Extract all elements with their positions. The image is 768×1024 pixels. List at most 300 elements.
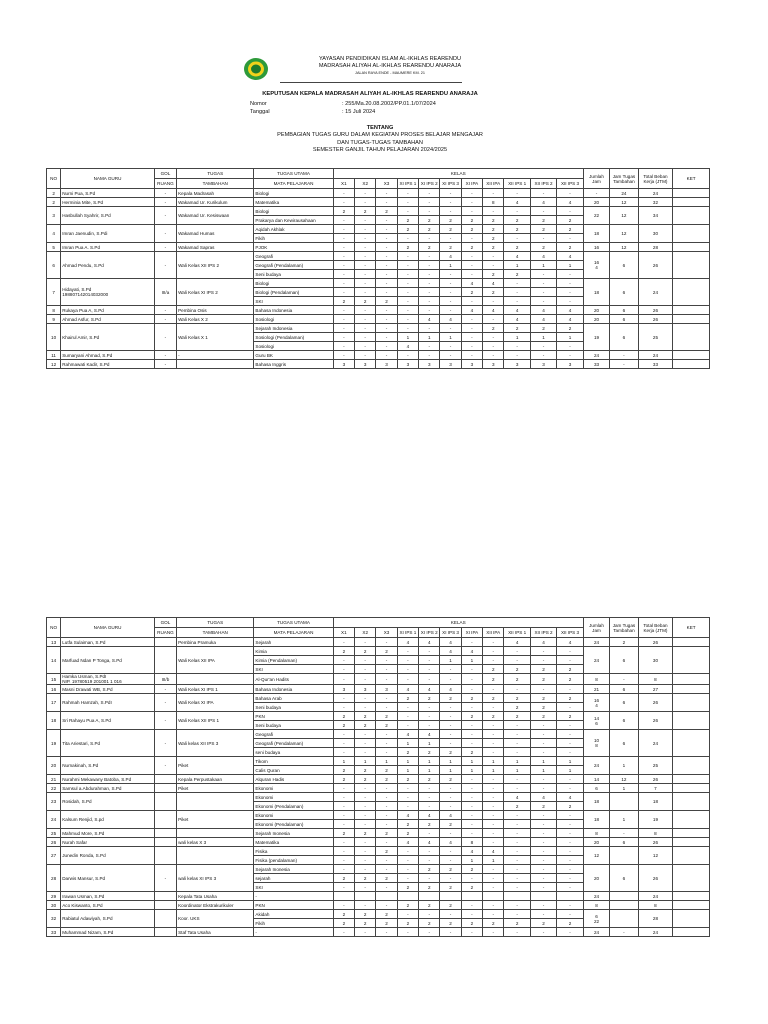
ket-cell [673,351,710,360]
total-hours-value: 18 [593,799,600,804]
table-row [47,324,710,333]
total-hours-value: 24 [593,763,600,768]
total-hours [583,685,609,694]
class-hours: - [530,910,556,919]
class-hours: - [461,674,482,685]
teacher-name-line: Nurah Safar [62,839,87,845]
teacher-gol [154,811,176,829]
class-hours: 1 [557,757,584,766]
class-hours: - [504,351,530,360]
class-hours: 2 [376,847,397,856]
class-hours: - [483,342,504,351]
ket-cell [673,279,710,306]
teacher-name [61,775,155,784]
class-hours: - [419,928,440,937]
teacher-no: 2 [47,189,61,198]
total-workload: 26 [638,306,673,315]
class-hours: 2 [355,919,376,928]
class-hours: 2 [419,748,440,757]
col-class: XII IPS 1 [504,628,530,638]
total-workload: 24 [638,892,673,901]
class-hours: - [530,739,556,748]
teacher-name-line: Nurahmi Mekawany Batoba, S.Pd [62,776,132,782]
teacher-name-line: Irawan Usman, S.Pd [62,893,105,899]
total-workload: 8 [638,901,673,910]
extra-task-hours: 12 [610,198,638,207]
teacher-name-line: Rahmawati Kadir, S.Pd [62,361,110,367]
class-hours: - [376,333,397,342]
subject-name: - [254,928,333,937]
class-hours: - [355,225,376,234]
class-hours: 2 [419,243,440,252]
teacher-name [61,793,155,811]
letterhead-divider [280,82,462,83]
class-hours: - [355,234,376,243]
class-hours: 1 [530,766,556,775]
class-hours: 2 [440,865,461,874]
decision-meta [250,101,436,116]
total-workload: 26 [638,865,673,892]
class-hours [440,892,461,901]
class-hours: - [440,847,461,856]
class-hours: 2 [333,207,354,216]
total-hours [583,189,609,198]
class-hours: - [355,730,376,739]
total-workload: 19 [638,811,673,829]
teacher-name [61,865,155,892]
class-hours: - [504,207,530,216]
class-hours: - [557,721,584,730]
class-hours: - [483,315,504,324]
teacher-assignment-table-1 [46,168,710,369]
total-hours [583,207,609,225]
class-hours: 1 [461,856,482,865]
teacher-tugas-tambahan [177,360,254,369]
total-hours [583,793,609,811]
class-hours: - [530,811,556,820]
table-row [47,189,710,198]
class-hours: - [355,333,376,342]
total-workload: 8 [638,829,673,838]
class-hours: - [397,189,418,198]
col-gol: GOL [154,169,176,179]
class-hours: 2 [557,243,584,252]
class-hours: - [376,820,397,829]
teacher-no: 22 [47,784,61,793]
total-workload: 25 [638,757,673,775]
class-hours: - [461,270,482,279]
ket-cell [673,838,710,847]
col-jumlah-line: Jumlah [589,173,604,179]
class-hours: - [557,234,584,243]
class-hours: - [461,351,482,360]
total-hours-value: 16 [593,244,600,250]
class-hours: 2 [461,225,482,234]
total-hours-value: 6 [595,913,598,919]
class-hours: 2 [557,694,584,703]
extra-task-hours: 12 [610,243,638,252]
class-hours: - [440,674,461,685]
class-hours: - [504,865,530,874]
class-hours: 4 [397,638,418,647]
nomor-label: Nomor [250,101,267,107]
teacher-name [61,712,155,730]
teacher-name-line: Khairul Amir, S.Pd [62,334,100,340]
total-hours-value: 8 [595,676,598,682]
teacher-no: 2 [47,198,61,207]
class-hours: - [483,901,504,910]
teacher-no: 24 [47,811,61,829]
class-hours: 2 [557,674,584,685]
total-hours-value: 8 [595,902,598,908]
extra-task-hours: 6 [610,647,638,674]
ket-cell [673,360,710,369]
class-hours: - [355,198,376,207]
teacher-name-line: Kalsum Renjid, S.pd [62,817,104,822]
teacher-gol [154,784,176,793]
subject-name: Prakarya dan Kewirausahaan [254,216,333,225]
class-hours: - [397,288,418,297]
teacher-gol: - [154,757,176,775]
table-row [47,712,710,721]
teacher-no: 26 [47,838,61,847]
teacher-name-line: Sri Rahayu Pua A, S.Pd [62,718,111,723]
class-hours: - [419,261,440,270]
teacher-name [61,647,155,674]
col-jam-tugas-line: Jam Tugas [612,173,636,179]
total-hours [583,928,609,937]
ket-cell [673,685,710,694]
total-workload: 26 [638,315,673,324]
class-hours: 2 [530,674,556,685]
class-hours: - [376,739,397,748]
col-total-beban-line: Kerja (JTM) [643,178,668,184]
class-hours: 4 [419,685,440,694]
ket-cell [673,674,710,685]
class-hours: - [530,874,556,883]
teacher-name-line: Lutfa Sulaiman, S.Pd [62,639,106,645]
total-workload: 25 [638,324,673,351]
class-hours: 1 [557,333,584,342]
class-hours: 1 [397,739,418,748]
class-hours: - [419,288,440,297]
class-hours: - [461,252,482,261]
class-hours: 1 [461,757,482,766]
class-hours: - [483,793,504,802]
class-hours: - [419,802,440,811]
class-hours: - [440,874,461,883]
teacher-tugas-tambahan: Koordinator Ekstrakurikuler [177,901,254,910]
teacher-name-line: Hasbullah Syahrir, S.Pd [62,213,111,218]
class-hours: - [355,261,376,270]
class-hours: 3 [355,360,376,369]
teacher-tugas-tambahan: - [177,351,254,360]
class-hours: 4 [504,638,530,647]
class-hours: 3 [355,685,376,694]
teacher-no: 12 [47,360,61,369]
class-hours: - [504,838,530,847]
class-hours: - [504,856,530,865]
class-hours: - [483,910,504,919]
teacher-name-line: NIP. 19780519 201001 1 016 [62,679,122,684]
col-class: XII IPA [483,628,504,638]
tanggal-label: Tanggal [250,108,270,115]
col-class: XII IPS 1 [504,179,530,189]
ket-cell [673,252,710,279]
class-hours: 2 [461,694,482,703]
class-hours: - [419,874,440,883]
class-hours [504,892,530,901]
class-hours: 4 [461,279,482,288]
teacher-name-line: Imran Pua A. S.Pd [62,244,101,250]
class-hours: 4 [440,647,461,656]
class-hours: - [397,856,418,865]
col-mata-pelajaran: MATA PELAJARAN [254,628,333,638]
class-hours: - [376,730,397,739]
table-row [47,730,710,739]
class-hours: - [504,820,530,829]
class-hours: - [419,189,440,198]
total-workload: 26 [638,838,673,847]
total-hours [583,252,609,279]
col-class: XI IPS 3 [440,179,461,189]
teacher-gol [154,847,176,865]
extra-task-hours: 12 [610,207,638,225]
teacher-gol: - [154,252,176,279]
class-hours: 2 [557,802,584,811]
class-hours: - [333,802,354,811]
class-hours: 1 [440,333,461,342]
total-hours-value: 8 [595,743,598,748]
class-hours: 2 [440,216,461,225]
class-hours: - [504,847,530,856]
total-workload: 33 [638,360,673,369]
class-hours: - [483,685,504,694]
teacher-name [61,243,155,252]
class-hours: - [376,665,397,674]
class-hours: - [530,784,556,793]
table-row [47,315,710,324]
class-hours [333,892,354,901]
subject-name: Biologi [254,189,333,198]
class-hours: 2 [504,694,530,703]
class-hours: - [355,838,376,847]
class-hours: - [376,793,397,802]
subject-name: - [254,892,333,901]
teacher-name [61,694,155,712]
class-hours: 2 [504,703,530,712]
class-hours: - [440,297,461,306]
col-class: XI IPS 3 [440,628,461,638]
total-hours-value: 16 [593,697,600,703]
class-hours: - [397,703,418,712]
class-hours: - [461,342,482,351]
subject-name: Seni budaya [254,270,333,279]
class-hours: - [557,685,584,694]
total-hours-value: 18 [593,231,600,236]
class-hours: - [557,883,584,892]
class-hours: - [419,234,440,243]
teacher-tugas-tambahan: Wali kelas XII IPS 3 [177,730,254,757]
class-hours: - [355,674,376,685]
class-hours: 4 [461,647,482,656]
subject-name: Al-Qur'an Hadits [254,674,333,685]
col-class: X2 [355,179,376,189]
class-hours: 3 [333,685,354,694]
class-hours [355,892,376,901]
class-hours: 2 [397,820,418,829]
class-hours: - [440,306,461,315]
class-hours: 2 [557,712,584,721]
class-hours: 2 [530,324,556,333]
class-hours: 2 [483,270,504,279]
col-tugas: TUGAS [177,169,254,179]
class-hours: - [333,189,354,198]
class-hours: 2 [461,216,482,225]
total-hours [583,198,609,207]
table-row [47,892,710,901]
class-hours: 2 [461,748,482,757]
teacher-name-line: Tita Ariestari, S.Pd [62,740,101,746]
class-hours: 1 [440,757,461,766]
class-hours: 4 [440,638,461,647]
class-hours: 2 [376,766,397,775]
class-hours: 4 [440,811,461,820]
ket-cell [673,775,710,784]
class-hours: 4 [419,730,440,739]
teacher-name-line: Muhammad Nizam, S.Pd [62,929,114,935]
class-hours: - [355,351,376,360]
class-hours: - [333,856,354,865]
decision-subject [230,125,530,154]
class-hours: - [483,207,504,216]
teacher-name-line: Hidayati, S.Pd [62,287,92,292]
class-hours: 4 [419,811,440,820]
table-row [47,847,710,856]
total-hours [583,892,609,901]
total-workload: 26 [638,775,673,784]
class-hours: - [557,784,584,793]
ket-cell [673,847,710,865]
class-hours: 2 [504,270,530,279]
class-hours: - [355,324,376,333]
total-workload: 18 [638,793,673,811]
subject-name: SKI [254,297,333,306]
class-hours: - [355,739,376,748]
table-row [47,757,710,766]
class-hours: 1 [440,766,461,775]
class-hours: 2 [461,919,482,928]
class-hours: - [333,793,354,802]
class-hours: - [397,874,418,883]
class-hours: - [504,288,530,297]
subject-name: Seni budaya [254,703,333,712]
class-hours: - [440,703,461,712]
subject-name: Aqidah Akhlak [254,225,333,234]
class-hours: 2 [397,243,418,252]
class-hours: - [355,811,376,820]
class-hours: - [530,721,556,730]
table-row [47,910,710,919]
class-hours: 2 [397,216,418,225]
class-hours: - [483,730,504,739]
teacher-gol: - [154,324,176,351]
class-hours: - [461,775,482,784]
class-hours: - [355,656,376,665]
class-hours: - [483,333,504,342]
col-total-beban-line: Total Beban [643,622,668,628]
teacher-name [61,189,155,198]
class-hours: - [397,910,418,919]
class-hours: - [376,198,397,207]
class-hours: 4 [419,838,440,847]
total-workload: 26 [638,638,673,647]
class-hours: - [419,342,440,351]
class-hours: 2 [483,674,504,685]
class-hours: 2 [483,919,504,928]
teacher-name [61,838,155,847]
class-hours: 4 [504,252,530,261]
teacher-gol: - [154,685,176,694]
class-hours: 2 [440,820,461,829]
col-nama-guru: NAMA GURU [61,169,155,189]
total-hours [583,306,609,315]
table-row [47,225,710,234]
class-hours: 4 [440,685,461,694]
class-hours: 2 [440,225,461,234]
class-hours: - [440,351,461,360]
subject-line-1: PEMBAGIAN TUGAS GURU DALAM KEGIATAN PROSES BELAJAR MENGAJAR [277,132,483,139]
class-hours: - [376,234,397,243]
class-hours: - [355,270,376,279]
class-hours: 3 [440,360,461,369]
class-hours: - [557,847,584,856]
class-hours: - [440,829,461,838]
subject-name: Kimia (Pendalaman) [254,656,333,665]
col-no: NO [47,169,61,189]
subject-name: seni budaya [254,748,333,757]
total-hours-value: 21 [593,686,600,692]
teacher-tugas-tambahan: Wali Kelas XI IPA [177,694,254,712]
col-class: X3 [376,628,397,638]
teacher-no: 20 [47,757,61,775]
subject-name: Ekonomi (Pendalaman) [254,820,333,829]
class-hours: 2 [333,829,354,838]
class-hours: - [333,306,354,315]
class-hours: - [440,270,461,279]
class-hours: - [355,748,376,757]
teacher-name [61,901,155,910]
col-tugas-utama: TUGAS UTAMA [254,618,333,628]
class-hours: 2 [557,216,584,225]
class-hours: - [376,838,397,847]
teacher-name [61,685,155,694]
class-hours: - [461,261,482,270]
class-hours: 2 [461,288,482,297]
ket-cell [673,910,710,928]
class-hours: - [440,342,461,351]
class-hours: 2 [333,297,354,306]
class-hours: 1 [530,757,556,766]
class-hours: 4 [397,730,418,739]
teacher-tugas-tambahan: Wakamad Ur. Kurikulum [177,198,254,207]
class-hours: - [530,297,556,306]
table-row [47,198,710,207]
class-hours: 2 [440,775,461,784]
table-row [47,638,710,647]
class-hours [483,892,504,901]
total-hours [583,360,609,369]
